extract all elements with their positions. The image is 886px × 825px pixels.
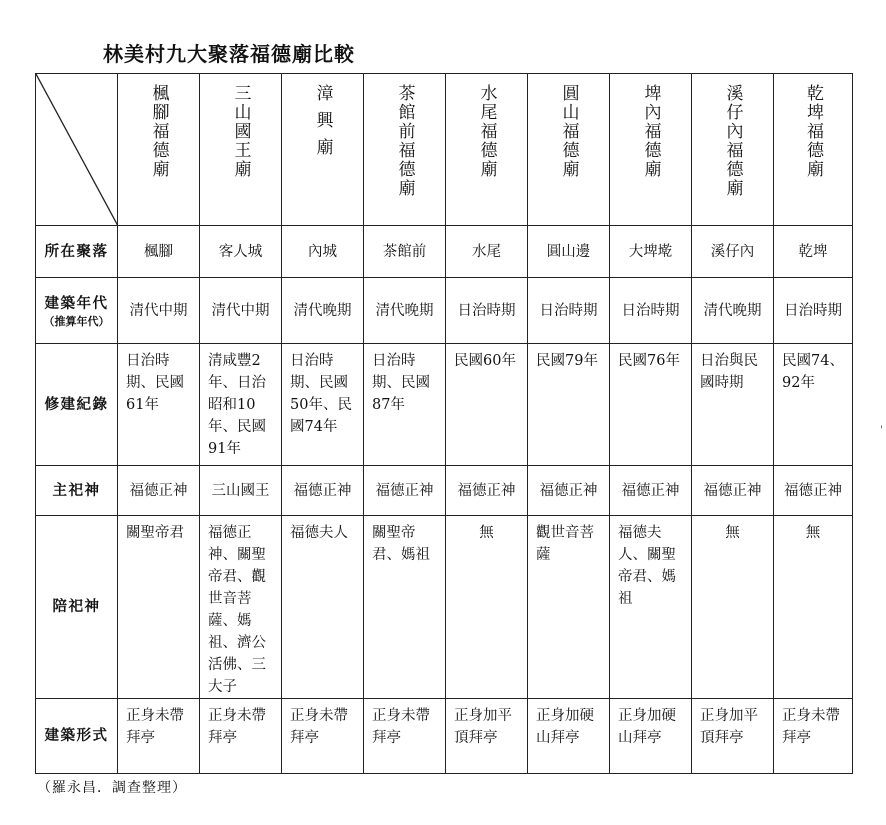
row-label-text: 建築形式 xyxy=(44,728,109,744)
source-note: （羅永昌．調查整理） xyxy=(37,780,187,796)
table-cell: 正身加硬山拜亭 xyxy=(610,699,692,774)
column-header-text: 溪仔內福德廟 xyxy=(722,84,743,198)
table-cell: 正身加平頂拜亭 xyxy=(692,699,774,774)
table-cell: 清咸豐2年、日治昭和10年、民國91年 xyxy=(200,344,282,466)
table-cell: 日治時期、民國50年、民國74年 xyxy=(282,344,364,466)
column-header xyxy=(282,74,364,226)
column-header xyxy=(692,74,774,226)
column-header xyxy=(528,74,610,226)
column-header xyxy=(774,74,853,226)
column-header-text: 茶館前福德廟 xyxy=(394,84,415,198)
column-header-text: 圓山福德廟 xyxy=(558,84,579,179)
table-row xyxy=(36,278,853,344)
comparison-table xyxy=(35,73,853,774)
table-cell: 三山國王 xyxy=(200,466,282,516)
row-label xyxy=(36,226,118,278)
table-cell: 正身未帶拜亭 xyxy=(200,699,282,774)
table-cell: 圓山邊 xyxy=(528,226,610,278)
table-row xyxy=(36,466,853,516)
column-header-text: 水尾福德廟 xyxy=(476,84,497,179)
table-cell: 民國60年 xyxy=(446,344,528,466)
table-cell: 日治與民國時期 xyxy=(692,344,774,466)
row-label-text: 修建紀錄 xyxy=(44,396,109,413)
table-row xyxy=(36,516,853,699)
column-header-text: 三山國王廟 xyxy=(230,84,251,179)
table-cell: 清代中期 xyxy=(200,278,282,344)
table-cell: 民國76年 xyxy=(610,344,692,466)
table-cell: 日治時期 xyxy=(446,278,528,344)
table-cell: 清代晚期 xyxy=(364,278,446,344)
table-row xyxy=(36,226,853,278)
table-cell: 日治時期、民國61年 xyxy=(118,344,200,466)
table-cell: 福德正神 xyxy=(282,466,364,516)
table-cell: 乾埤 xyxy=(774,226,853,278)
table-cell: 清代晚期 xyxy=(692,278,774,344)
table-cell: 福德正神 xyxy=(118,466,200,516)
table-cell: 關聖帝君 xyxy=(118,516,200,699)
table-cell: 正身未帶拜亭 xyxy=(364,699,446,774)
table-cell: 福德正神 xyxy=(610,466,692,516)
table-cell: 福德正神 xyxy=(528,466,610,516)
row-label xyxy=(36,699,118,774)
table-cell: 無 xyxy=(692,516,774,699)
column-header xyxy=(610,74,692,226)
header-row xyxy=(36,74,853,226)
diagonal-line xyxy=(36,74,118,226)
row-label-text: 主祀神 xyxy=(52,482,101,499)
table-cell: 清代晚期 xyxy=(282,278,364,344)
table-cell: 民國79年 xyxy=(528,344,610,466)
row-label xyxy=(36,516,118,699)
edge-mark: ' xyxy=(880,425,883,436)
row-label xyxy=(36,466,118,516)
corner-cell xyxy=(36,74,118,226)
table-cell: 茶館前 xyxy=(364,226,446,278)
column-header-text: 楓腳福德廟 xyxy=(148,84,169,179)
column-header xyxy=(446,74,528,226)
row-sublabel: （推算年代） xyxy=(43,314,110,328)
table-cell: 正身未帶拜亭 xyxy=(118,699,200,774)
column-header xyxy=(118,74,200,226)
table-cell: 福德正神 xyxy=(692,466,774,516)
table-cell: 民國74、92年 xyxy=(774,344,853,466)
table-cell: 福德夫人、關聖帝君、媽祖 xyxy=(610,516,692,699)
column-header-text: 漳興廟 xyxy=(312,84,333,165)
table-cell: 觀世音菩薩 xyxy=(528,516,610,699)
table-cell: 關聖帝君、媽祖 xyxy=(364,516,446,699)
table-cell: 水尾 xyxy=(446,226,528,278)
table-cell: 福德正神 xyxy=(774,466,853,516)
row-label-text: 所在聚落 xyxy=(44,243,109,260)
table-cell: 正身加平頂拜亭 xyxy=(446,699,528,774)
column-header-text: 埤內福德廟 xyxy=(640,84,661,179)
table-cell: 日治時期 xyxy=(528,278,610,344)
table-cell: 正身未帶拜亭 xyxy=(774,699,853,774)
table-cell: 無 xyxy=(446,516,528,699)
row-label-text: 陪祀神 xyxy=(52,599,101,615)
table-row xyxy=(36,344,853,466)
table-cell: 客人城 xyxy=(200,226,282,278)
table-cell: 正身未帶拜亭 xyxy=(282,699,364,774)
table-cell: 清代中期 xyxy=(118,278,200,344)
column-header-text: 乾埤福德廟 xyxy=(803,84,823,179)
table-cell: 正身加硬山拜亭 xyxy=(528,699,610,774)
table-cell: 福德正神 xyxy=(446,466,528,516)
table-cell: 日治時期 xyxy=(774,278,853,344)
column-header xyxy=(364,74,446,226)
column-header xyxy=(200,74,282,226)
table-cell: 福德正神 xyxy=(364,466,446,516)
table-row xyxy=(36,699,853,774)
row-label xyxy=(36,344,118,466)
page-title: 林美村九大聚落福德廟比較 xyxy=(103,42,355,66)
table-cell: 日治時期、民國87年 xyxy=(364,344,446,466)
table-cell: 大埤墘 xyxy=(610,226,692,278)
row-label-text: 建築年代 xyxy=(44,295,109,312)
table-cell: 福德夫人 xyxy=(282,516,364,699)
table-cell: 內城 xyxy=(282,226,364,278)
table-cell: 楓腳 xyxy=(118,226,200,278)
row-label xyxy=(36,278,118,344)
table-cell: 福德正神、關聖帝君、觀世音菩薩、媽祖、濟公活佛、三大子 xyxy=(200,516,282,699)
table-cell: 日治時期 xyxy=(610,278,692,344)
table-cell: 溪仔內 xyxy=(692,226,774,278)
table-cell: 無 xyxy=(774,516,853,699)
